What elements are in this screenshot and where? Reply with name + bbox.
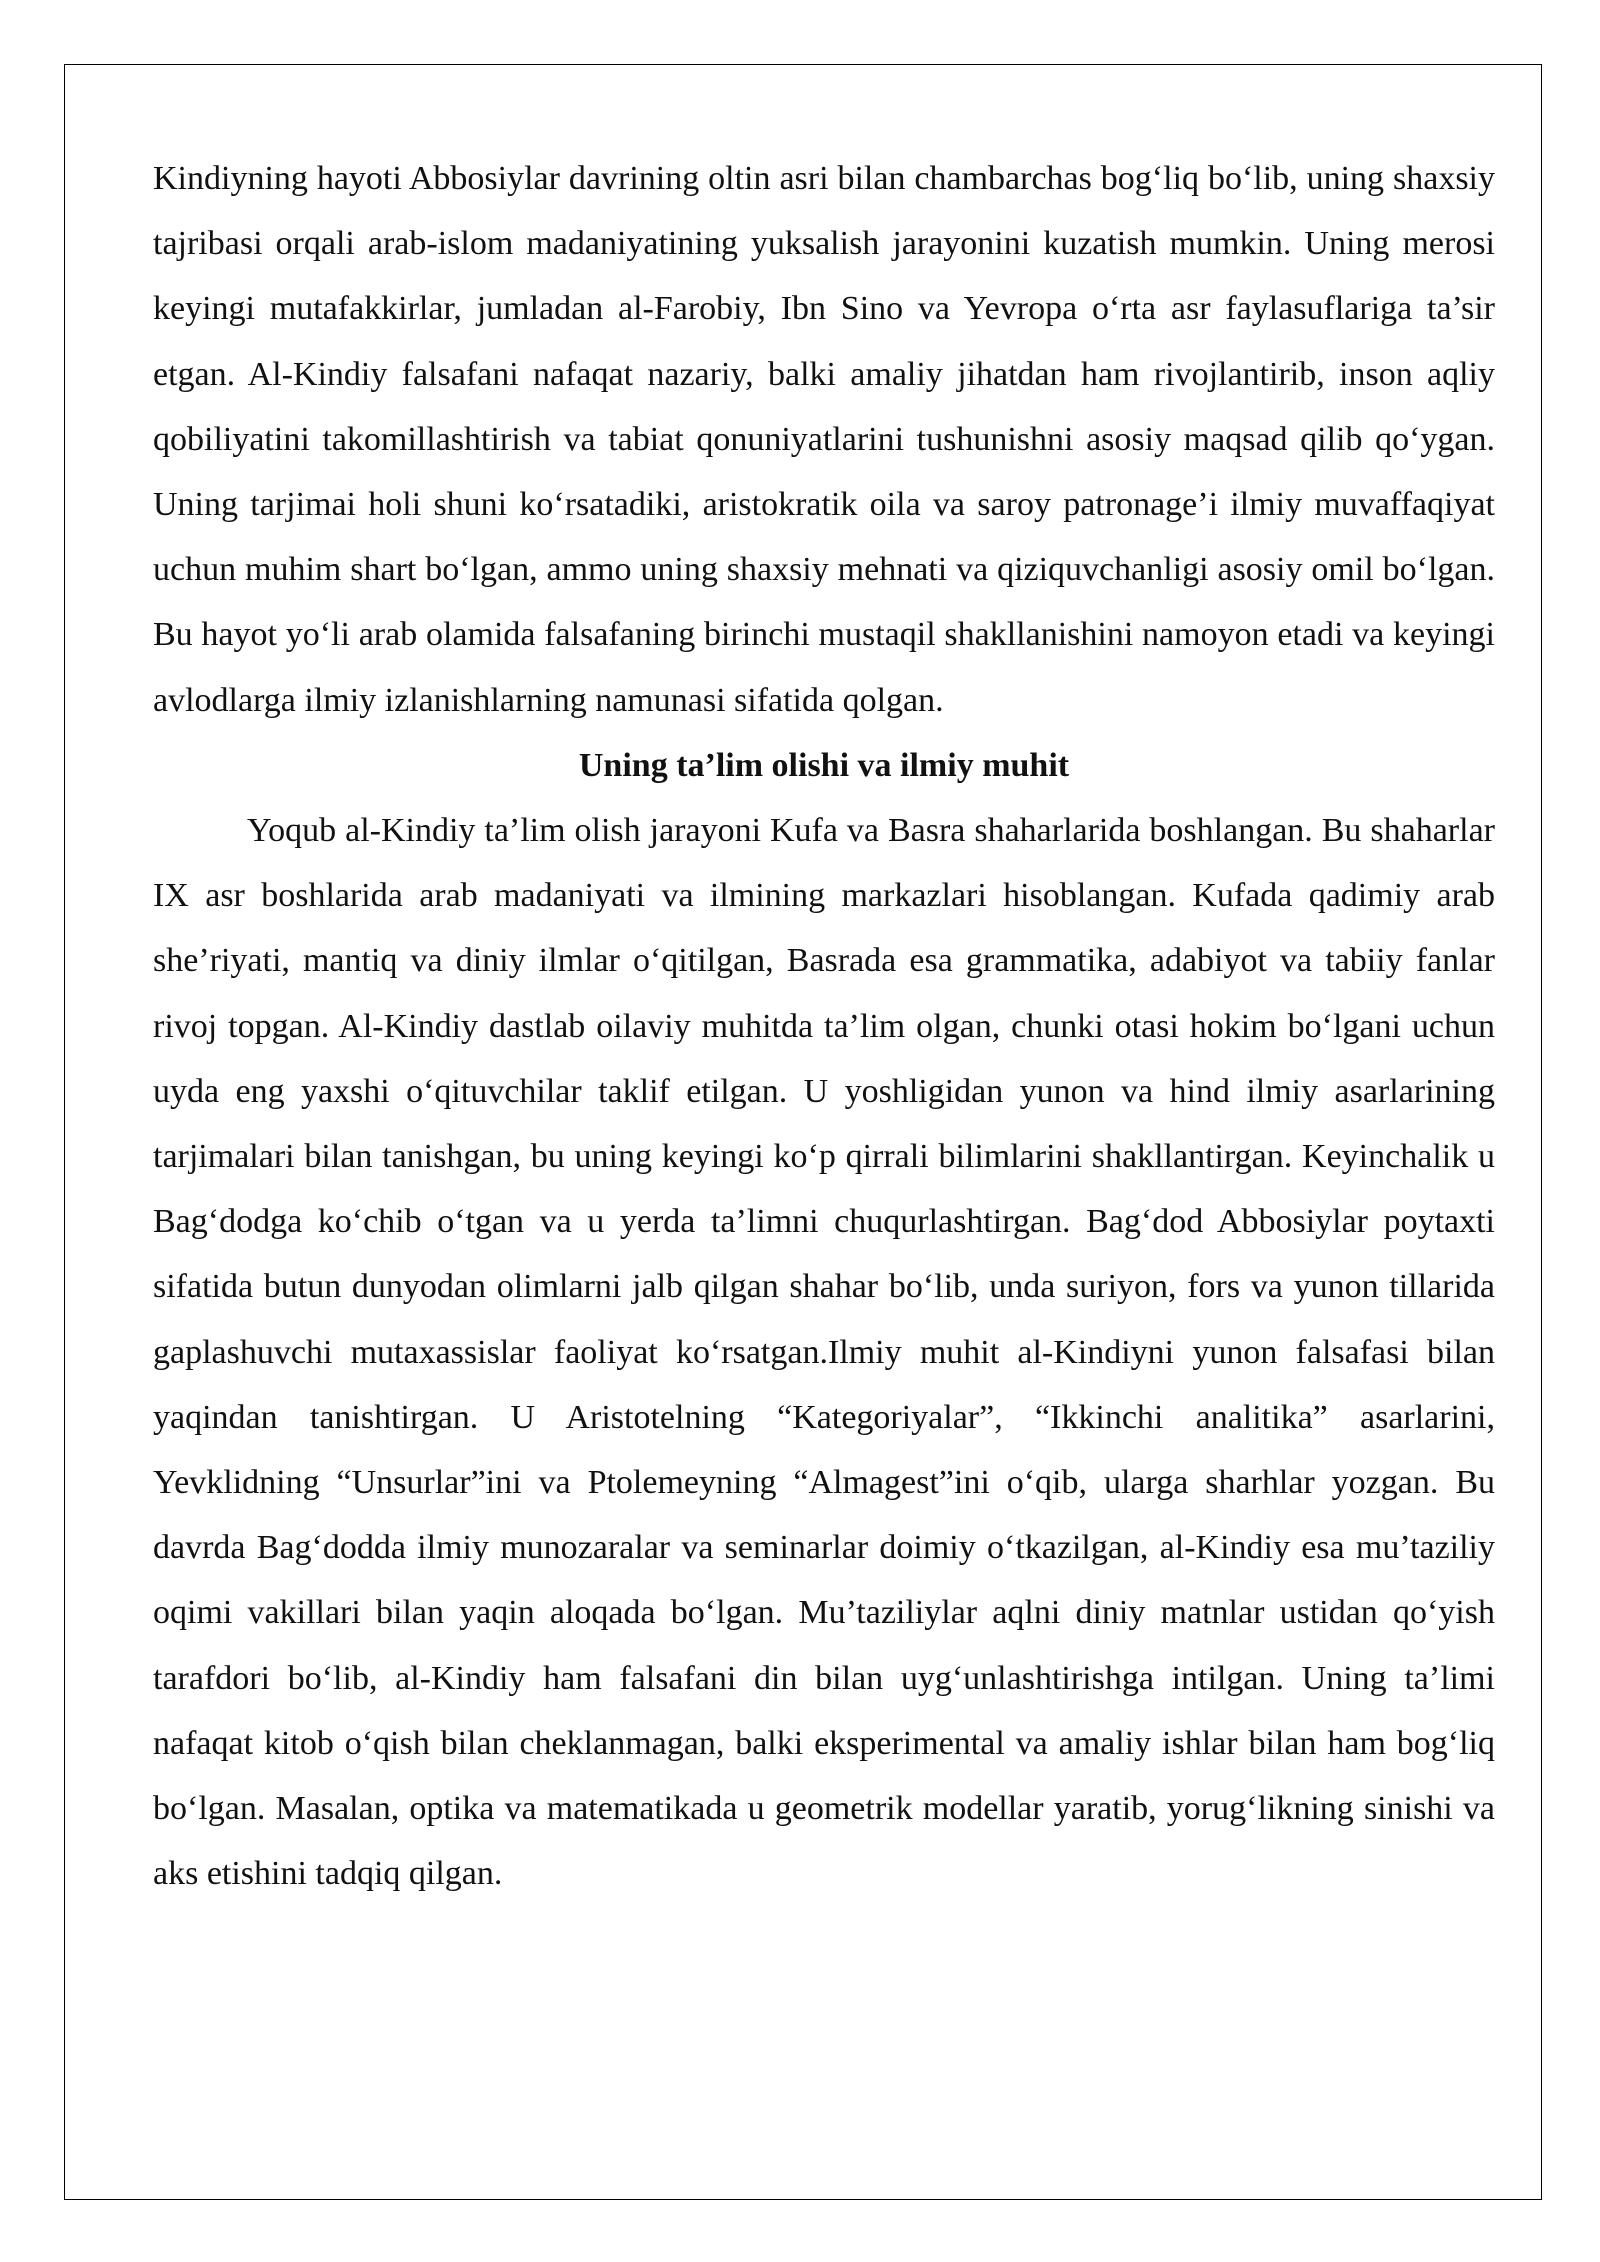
paragraph-education: Yoqub al-Kindiy ta’lim olish jarayoni Kufa va Basra shaharlarida boshlangan. Bu shaharlar IX asr boshlarida arab madaniyati va ilmining markazlari hisoblangan. Kufada qadimiy arab she’riyati, mantiq va diniy ilmlar o‘qitilgan, Basrada esa grammatika, adabiyot va tabiiy fanlar rivoj topgan. Al-Kindiy dastlab oilaviy muhitda ta’lim olgan, chunki otasi hokim bo‘lgani uchun uyda eng yaxshi o‘qituvchilar taklif etilgan. U yoshligidan yunon va hind ilmiy asarlarining tarjimalari bilan tanishgan, bu uning keyingi ko‘p qirrali bilimlarini shakllantirgan. Keyinchalik u Bag‘dodga ko‘chib o‘tgan va u yerda ta’limni chuqurlashtirgan. Bag‘dod Abbosiylar poytaxti sifatida butun dunyodan olimlarni jalb qilgan shahar bo‘lib, unda suriyon, fors va yunon tillarida gaplashuvchi mutaxassislar faoliyat ko‘rsatgan.Ilmiy muhit al-Kindiyni yunon falsafasi bilan yaqindan tanishtirgan. U Aristotelning “Kategoriyalar”, “Ikkinchi analitika” asarlarini, Yevklidning “Unsurlar”ini va Ptolemeyning “Almagest”ini o‘qib, ularga sharhlar yozgan. Bu davrda Bag‘dodda ilmiy munozaralar va seminarlar doimiy o‘tkazilgan, al-Kindiy esa mu’taziliy oqimi vakillari bilan yaqin aloqada bo‘lgan. Mu’taziliylar aqlni diniy matnlar ustidan qo‘yish tarafdori bo‘lib, al-Kindiy ham falsafani din bilan uyg‘unlashtirishga intilgan. Uning ta’limi nafaqat kitob o‘qish bilan cheklanmagan, balki eksperimental va amaliy ishlar bilan ham bog‘liq bo‘lgan. Masalan, optika va matematikada u geometrik modellar yaratib, yorug‘likning sinishi va aks etishini tadqiq qilgan. — [153, 812, 1495, 1893]
section-heading: Uning ta’lim olishi va ilmiy muhit — [578, 746, 1070, 784]
paragraph-biography-legacy: Kindiyning hayoti Abbosiylar davrining oltin asri bilan chambarchas bog‘liq bo‘lib, uning shaxsiy tajribasi orqali arab-islom madaniyatining yuksalish jarayonini kuzatish mumkin. Uning merosi keyingi mutafakkirlar, jumladan al-Farobiy, Ibn Sino va Yevropa o‘rta asr faylasuflariga ta’sir etgan. Al-Kindiy falsafani nafaqat nazariy, balki amaliy jihatdan ham rivojlantirib, inson aqliy qobiliyatini takomillashtirish va tabiat qonuniyatlarini tushunishni asosiy maqsad qilib qo‘ygan. Uning tarjimai holi shuni ko‘rsatadiki, aristokratik oila va saroy patronage’i ilmiy muvaffaqiyat uchun muhim shart bo‘lgan, ammo uning shaxsiy mehnati va qiziquvchanligi asosiy omil bo‘lgan. Bu hayot yo‘li arab olamida falsafaning birinchi mustaqil shakllanishini namoyon etadi va keyingi avlodlarga ilmiy izlanishlarning namunasi sifatida qolgan. — [153, 160, 1495, 719]
document-body — [153, 146, 1495, 1906]
